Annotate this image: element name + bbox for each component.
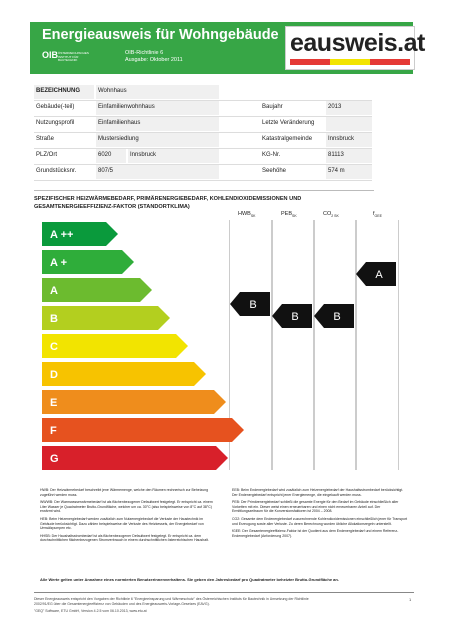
col-head-hwb: $HWB_{SK}$ (238, 211, 256, 219)
band-a (42, 278, 152, 302)
letzte-label: Letzte Veränderung (262, 120, 315, 126)
footer (34, 597, 414, 613)
strasse-value: Mustersiedlung (98, 136, 139, 142)
legend-eeb: EEB: Beim Endenergiebedarf wird zusätzlich zum Heizenergiebedarf der Haushaltsstrombedarf berücksichtigt. Der Endenergiebedarf entspricht jener Energiemenge, die eingekauft werden muss. (232, 488, 404, 497)
richtlinie-line1: OIB-Richtlinie 6 (125, 50, 164, 56)
oib-logo: OIB (42, 50, 59, 60)
page-title: Energieausweis für Wohngebäude (42, 27, 279, 43)
seehoehe-value: 574 m (328, 168, 345, 174)
band-label: C (50, 341, 58, 353)
band-label: E (50, 397, 58, 409)
band-d (42, 362, 206, 386)
ort-value: Innsbruck (130, 152, 157, 158)
bezeichnung-label: BEZEICHNUNG (36, 88, 81, 94)
band-label: B (50, 313, 58, 325)
band-label: A + (50, 257, 68, 269)
kgnr-label: KG-Nr. (262, 152, 281, 158)
footer-line1: Dieser Energieausweis entspricht den Vorgaben der Richtlinie 6 "Energieeinsparung und Wärmeschutz" des Österreichischen Instituts für Bautechnik in Umsetzung der Richtlinie (34, 597, 309, 601)
legend-hhsb: HHSB: Der Haushaltsstrombedarf ist als flächenbezogener Defaultwert festgelegt. Er entspricht ca. dem durchschnittlichen flächenbezogenen Stromverbrauch in einem durchschnittlichen österreichischen Haushalt. (40, 533, 209, 543)
strasse-label: Straße (36, 136, 55, 142)
band-b (42, 306, 170, 330)
band-e (42, 390, 226, 414)
footer-divider (34, 592, 414, 593)
col-head-fgee: $f_{GEE}$ (373, 211, 382, 219)
richtlinie-line2: Ausgabe: Oktober 2011 (125, 57, 183, 63)
gebaeude-value: Einfamilienwohnhaus (98, 104, 155, 110)
section-title-line2: GESAMTENERGIEEFFIZIENZ-FAKTOR (STANDORTKLIMA) (34, 203, 190, 210)
baujahr-value: 2013 (328, 104, 342, 110)
oib-subtitle: ÖSTERREICHISCHES INSTITUT FÜR BAUTECHNIK (58, 51, 89, 62)
kgem-label: Katastralgemeinde (262, 136, 313, 142)
grundst-value: 807/5 (98, 168, 114, 174)
col-head-co2: $CO_{2 SK}$ (323, 211, 339, 219)
kgem-value: Innsbruck (328, 136, 355, 142)
gebaeude-label: Gebäude(-teil) (36, 104, 75, 110)
band-label: A ++ (50, 229, 74, 241)
band-label: A (50, 285, 58, 297)
plz-value: 6020 (98, 152, 112, 158)
footer-line2: 2002/91/EG über die Gesamtenergieeffizienz von Gebäuden und des Energieausweis-Vorlage-Gesetzes (EAVG). (34, 601, 210, 606)
nutzung-label: Nutzungsprofil (36, 120, 75, 126)
brand-text: eausweis.at (290, 29, 425, 57)
band-f (42, 418, 244, 442)
bezeichnung-value: Wohnhaus (98, 88, 127, 94)
fgee-marker-label: A (375, 269, 383, 281)
grundst-label: Grundstücksnr. (36, 168, 77, 174)
kgnr-value: 81113 (328, 152, 344, 158)
band-c (42, 334, 188, 358)
normalization-note: Alle Werte gelten unter Annahme eines normierten Benutzerinnenverhaltens. Sie geben den Jahresbedarf pro Quadratmeter beheizter Brutto-Grundfläche an. (40, 577, 339, 582)
band-label: D (50, 369, 58, 381)
legend-wwwb: WWWB: Der Warmwasserwärmebedarf ist als flächenbezogener Defaultwert festgelegt. Er entspricht ca. einem Liter Wasser je Quadratmeter Brutto-Grundfläche, welcher um ca. 30°C (also beispielsweise von 8°C auf 38°C) erwärmt wird. (40, 500, 213, 514)
band-g (42, 446, 228, 470)
baujahr-label: Baujahr (262, 104, 283, 110)
co2-marker-label: B (333, 311, 341, 323)
section-title-line1: SPEZIFISCHER HEIZWÄRMEBEDARF, PRIMÄRENERGIEBEDARF, KOHLENDIOXIDEMISSIONEN UND (34, 196, 302, 202)
band-label: G (50, 453, 59, 465)
legend-fgee: fGEE: Der Gesamtenergieeffizienz-Faktor ist der Quotient aus dem Endenergiebedarf und einem Referenz-Endenergiebedarf (Anforderung 2007). (232, 529, 399, 538)
hwb-marker-label: B (249, 299, 257, 311)
col-head-peb: $PEB_{SK}$ (281, 211, 297, 219)
legend-heb: HEB: Beim Heizenergiebedarf werden zusätzlich zum Nutzenergiebedarf die Verluste der Haustechnik im Gebäude berücksichtigt. Dazu zählen beispielsweise die Verluste des Heizkessels, der Energiebedarf von Umwälzpumpen etc. (40, 516, 204, 531)
legend-right (232, 488, 408, 538)
peb-marker-label: B (291, 311, 299, 323)
legend-peb: PEB: Der Primärenergiebedarf schließt die gesamte Energie für den Bedarf im Gebäude einschließlich aller Vorketten mit ein. Dieser weist einen erneuerbaren und einen nicht erneuerbaren Anteil auf. Der Ermittlungszeitraum für die Konversionsfaktoren ist 2004 – 2008. (232, 500, 399, 514)
plz-label: PLZ/Ort (36, 152, 58, 158)
legend-hwb: HWB: Der Heizwärmebedarf beschreibt jene Wärmemenge, welche den Räumen rechnerisch zur Beheizung zugeführt werden muss. (40, 488, 209, 497)
nutzung-value: Einfamilienhaus (98, 120, 141, 126)
footer-line3: "GEQ" Software, ETU GmbH, Version 4.2.5 vom 06.10.2013, www.etu.at (34, 608, 147, 613)
seehoehe-label: Seehöhe (262, 168, 287, 174)
legend-co2: CO2: Gesamte dem Endenergiebedarf zuzurechnende Kohlendioxidemissionen einschließlich jener für Transport und Erzeugung sowie aller Verluste. Zu deren Berechnung wurden übliche Allokationsregeln unterstellt. (232, 516, 408, 526)
band-label: F (50, 425, 57, 437)
page-number: 1 (409, 597, 412, 602)
legend-left (40, 488, 216, 543)
